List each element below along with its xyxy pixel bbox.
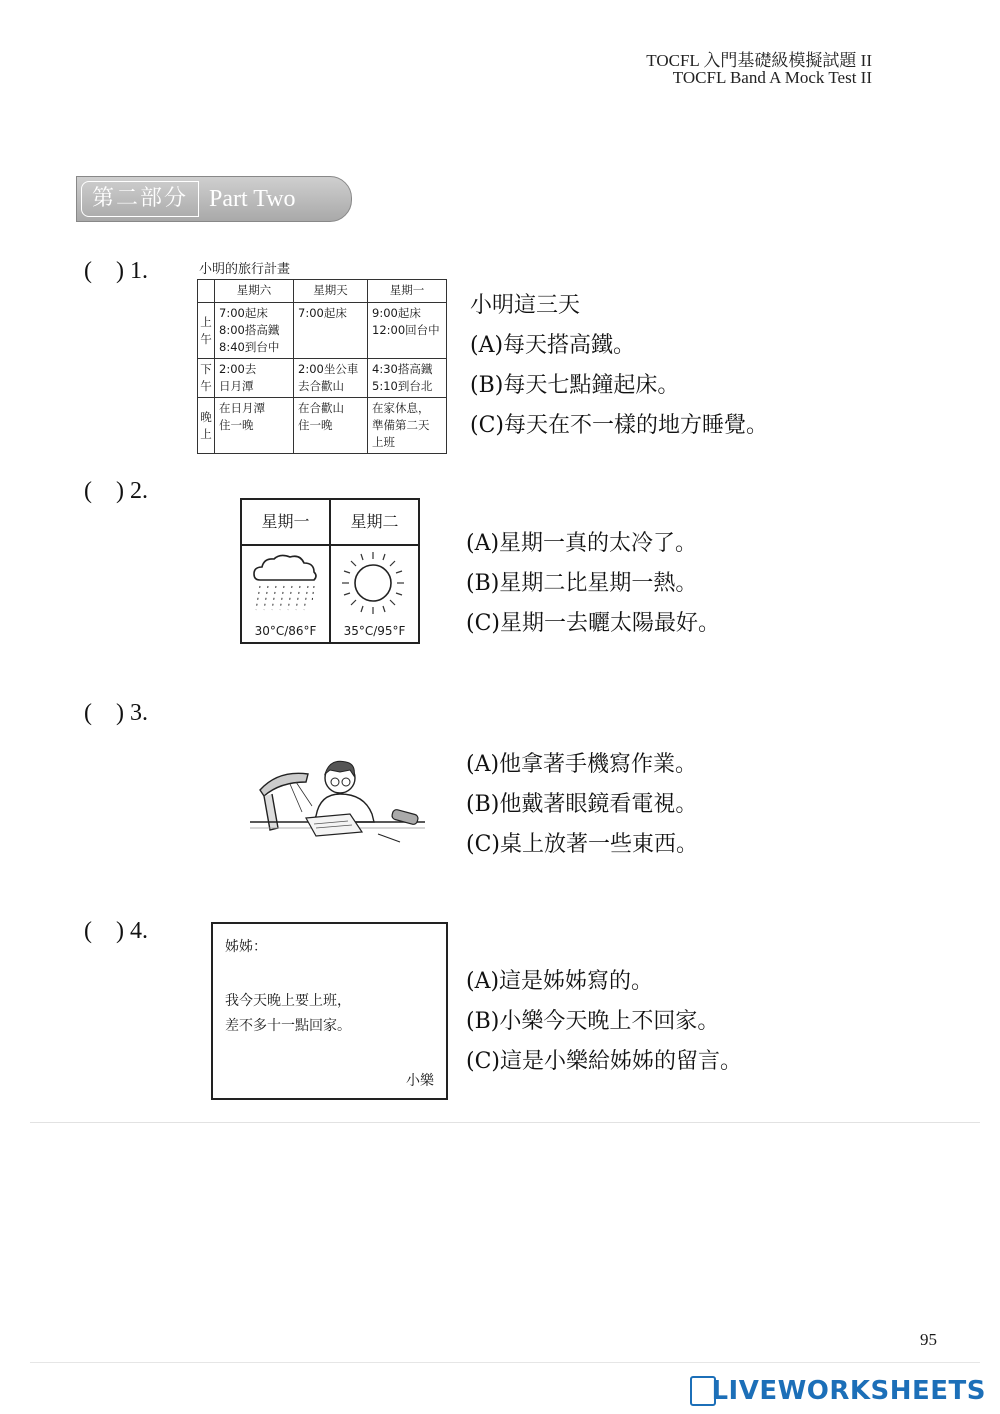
- table-cell: 7:00起床: [294, 303, 368, 359]
- section-title-zh: 第二部分: [81, 181, 199, 217]
- table-cell: 2:00坐公車 去合歡山: [294, 359, 368, 398]
- option-a[interactable]: (A)他拿著手機寫作業。: [466, 752, 698, 777]
- table-cell: 4:30搭高鐵 5:10到台北: [368, 359, 447, 398]
- section-title-en: Part Two: [209, 186, 296, 212]
- table-header: 星期天: [294, 280, 368, 303]
- note-line: 差不多十一點回家。: [225, 1018, 351, 1034]
- table-header: 星期一: [368, 280, 447, 303]
- schedule-table: [197, 279, 447, 454]
- weather-temp: 30°C/86°F: [254, 624, 317, 638]
- page-number: 95: [920, 1330, 937, 1349]
- section-banner: [76, 176, 352, 222]
- option-b[interactable]: (B)他戴著眼鏡看電視。: [466, 792, 698, 817]
- table-cell: 在合歡山 住一晚: [294, 398, 368, 454]
- option-a[interactable]: (A)這是姊姊寫的。: [466, 969, 654, 994]
- rain-cloud-icon: [250, 552, 322, 614]
- option-a[interactable]: (A)星期一真的太冷了。: [466, 531, 698, 556]
- weather-monday: [242, 500, 331, 642]
- table-cell: 在家休息， 準備第二天 上班: [368, 398, 447, 454]
- weather-chart: [240, 498, 420, 644]
- weather-tuesday: [331, 500, 418, 642]
- option-a[interactable]: (A)每天搭高鐵。: [470, 333, 636, 358]
- weather-day-label: 星期二: [331, 500, 418, 546]
- question-1-options: [470, 286, 768, 446]
- option-c[interactable]: (C)這是小樂給姊姊的留言。: [466, 1049, 742, 1074]
- table-cell: 7:00起床 8:00搭高鐵 8:40到台中: [215, 303, 294, 359]
- row-label: 下午: [198, 359, 215, 398]
- page-bottom-line: [30, 1362, 980, 1363]
- question-4-number: ( ) 4.: [84, 918, 148, 944]
- question-3-number: ( ) 3.: [84, 700, 148, 726]
- note-signature: 小樂: [406, 1073, 434, 1089]
- question-stem: 小明這三天: [470, 293, 581, 318]
- option-c[interactable]: (C)星期一去曬太陽最好。: [466, 611, 720, 636]
- sun-icon: [340, 550, 406, 616]
- header-title-en: TOCFL Band A Mock Test II: [672, 68, 872, 87]
- question-4-options: [466, 962, 742, 1082]
- question-2-number: ( ) 2.: [84, 478, 148, 504]
- schedule-table-wrap: [197, 279, 447, 454]
- option-b[interactable]: (B)小樂今天晚上不回家。: [466, 1009, 720, 1034]
- row-label: 晚上: [198, 398, 215, 454]
- note-recipient: 姊姊：: [225, 939, 267, 955]
- option-c[interactable]: (C)桌上放著一些東西。: [466, 832, 698, 857]
- table-cell: 在日月潭 住一晚: [215, 398, 294, 454]
- note-line: 我今天晚上要上班，: [225, 993, 351, 1009]
- table-title: 小明的旅行計畫: [199, 262, 291, 277]
- page-divider: [30, 1122, 980, 1123]
- student-studying-illustration: [250, 752, 425, 852]
- weather-day-label: 星期一: [242, 500, 329, 546]
- question-2-options: [466, 524, 720, 644]
- option-b[interactable]: (B)每天七點鐘起床。: [470, 373, 680, 398]
- table-corner: [198, 280, 215, 303]
- option-c[interactable]: (C)每天在不一樣的地方睡覺。: [470, 413, 768, 438]
- option-b[interactable]: (B)星期二比星期一熱。: [466, 571, 698, 596]
- table-header: 星期六: [215, 280, 294, 303]
- weather-temp: 35°C/95°F: [343, 624, 406, 638]
- question-3-options: [466, 745, 698, 865]
- note-card: [211, 922, 448, 1100]
- row-label: 上午: [198, 303, 215, 359]
- header-title-zh: TOCFL 入門基礎級模擬試題 II: [646, 51, 872, 70]
- table-cell: 2:00去 日月潭: [215, 359, 294, 398]
- question-1-number: ( ) 1.: [84, 258, 148, 284]
- table-cell: 9:00起床 12:00回台中: [368, 303, 447, 359]
- liveworksheets-brand[interactable]: LIVEWORKSHEETS: [711, 1376, 986, 1406]
